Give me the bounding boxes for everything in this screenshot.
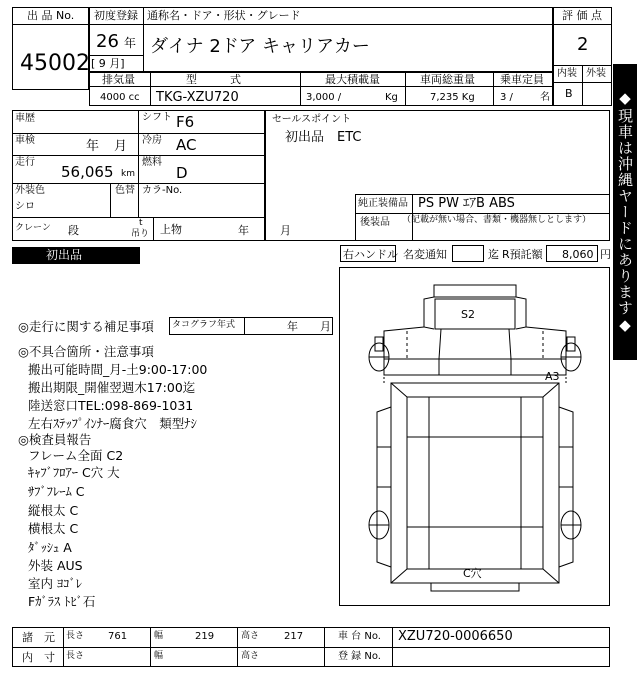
max-load-unit: Kg <box>385 92 398 103</box>
name-change-date-box <box>452 245 484 262</box>
recycle-amount: 8,060 <box>562 248 594 261</box>
height-label-interior: 高さ <box>241 651 260 661</box>
gross-weight-label: 車両総重量 <box>420 73 475 86</box>
crane-load-unit: t <box>139 218 143 228</box>
first-listing-banner: 初出品 <box>12 247 140 264</box>
height-value: 217 <box>284 631 304 642</box>
retrofit-note: （記載が無い場合、書類・機器無しとします） <box>402 215 592 225</box>
mark-side: A3 <box>545 370 560 383</box>
deadline-suffix: 迄 <box>488 248 499 261</box>
vehicle-name: ダイナ 2ドア キャリアカー <box>150 36 370 57</box>
color-change-label: 色替 <box>115 185 135 196</box>
mileage-unit: km <box>121 169 135 179</box>
displacement-label: 排気量 <box>102 73 135 86</box>
ac-label: 冷房 <box>142 135 162 146</box>
equipment-label: 純正装備品 <box>358 198 408 209</box>
diamond-top: ◆ <box>616 89 634 108</box>
inspection-year-unit: 年 <box>86 139 100 154</box>
registration-month: [ 9 月] <box>91 57 125 70</box>
recycle-label: R預託額 <box>502 248 543 261</box>
note-line: 搬出期限_開催翌週木17:00迄 <box>28 380 196 395</box>
inspector-line: 外装 AUS <box>28 558 83 573</box>
capacity: 3 / <box>500 92 513 103</box>
ac-value: AC <box>176 136 197 154</box>
model-label: 型 式 <box>186 73 241 86</box>
interior-grade-label: 内装 <box>557 68 577 79</box>
inspector-line: 縦根太 C <box>28 503 79 518</box>
listed-month-unit: 月 <box>280 224 291 237</box>
retrofit-label: 後装品 <box>360 217 390 228</box>
listed-year-unit: 年 <box>238 224 249 237</box>
inspector-line: ｷｬﾌﾞﾌﾛｱｰ C穴 大 <box>28 465 120 480</box>
mileage-label: 走行 <box>15 157 35 168</box>
chassis-label: 車 台 No. <box>338 631 381 642</box>
history-label: 車歴 <box>15 113 35 124</box>
capacity-label: 乗車定員 <box>500 73 544 86</box>
sales-points-label: セールスポイント <box>272 114 352 125</box>
sales-points: 初出品 ETC <box>285 130 362 145</box>
tachograph-year-unit: 年 <box>287 320 298 333</box>
crane-label: クレーン <box>15 223 51 233</box>
shift-label: シフト <box>142 112 172 123</box>
inspector-line: 室内 ﾖｺﾞﾚ <box>28 576 82 591</box>
driving-supplement-title: ◎走行に関する補足事項 <box>18 319 154 334</box>
max-load: 3,000 / <box>306 92 342 103</box>
fuel-label: 燃料 <box>142 157 162 168</box>
capacity-unit: 名 <box>540 92 550 103</box>
inspector-line: ｻﾌﾞﾌﾚｰﾑ C <box>28 484 85 499</box>
displacement: 4000 cc <box>100 92 140 103</box>
model: TKG-XZU720 <box>156 90 239 105</box>
defects-title: ◎不具合箇所・注意事項 <box>18 344 154 359</box>
name-change-label: 名変通知 <box>403 248 447 261</box>
max-load-label: 最大積載量 <box>325 73 380 86</box>
first-registration-label: 初度登録 <box>94 9 138 22</box>
width-value: 219 <box>195 631 215 642</box>
diamond-bottom: ◆ <box>616 316 634 335</box>
tachograph-month-unit: 月 <box>320 320 331 333</box>
score-value: 2 <box>577 34 589 55</box>
handle-side: 右ハンドル <box>343 248 398 261</box>
note-line: 左右ｽﾃｯﾌﾟｲﾝﾅｰ腐食穴 類型ﾅｼ <box>28 416 197 431</box>
interior-grade: B <box>565 87 573 100</box>
tachograph-label: タコグラフ年式 <box>172 320 236 330</box>
yard-notice <box>613 64 637 360</box>
length-label: 長さ <box>66 631 85 641</box>
color-code-label: カラ-No. <box>142 185 183 196</box>
year-unit: 年 <box>124 36 137 50</box>
equipment-list: PS PW ｴｱB ABS <box>418 196 515 211</box>
color-value: シロ <box>15 201 35 212</box>
inspection-label: 車検 <box>15 135 35 146</box>
specs-label: 諸 元 <box>22 631 55 644</box>
registration-year: 26 <box>96 31 119 52</box>
vehicle-name-label: 通称名・ドア・形状・グレード <box>147 9 301 22</box>
recycle-unit: 円 <box>600 248 611 261</box>
lot-label: 出 品 No. <box>27 9 75 22</box>
listed-label: 上物 <box>160 223 182 236</box>
crane-load-suffix: 吊り <box>131 229 150 239</box>
yard-notice-text: 現車は沖縄ヤードにあります <box>616 108 634 316</box>
color-label: 外装色 <box>15 185 45 196</box>
mileage-value: 56,065 <box>61 163 114 181</box>
inspector-line: フレーム全面 C2 <box>28 448 124 463</box>
chassis-number: XZU720-0006650 <box>398 629 513 644</box>
mark-bed: C穴 <box>463 567 482 580</box>
inspector-line: 横根太 C <box>28 521 79 536</box>
width-label-interior: 幅 <box>154 651 164 661</box>
inspection-month-unit: 月 <box>114 139 128 154</box>
score-label: 評 価 点 <box>562 9 602 22</box>
inspector-title: ◎検査員報告 <box>18 432 92 447</box>
length-label-interior: 長さ <box>66 651 85 661</box>
fuel-value: D <box>176 164 188 182</box>
mark-cab: S2 <box>461 308 475 321</box>
registration-number-label: 登 録 No. <box>338 651 381 662</box>
note-line: 陸送窓口TEL:098-869-1031 <box>28 398 194 413</box>
height-label: 高さ <box>241 631 260 641</box>
exterior-grade-label: 外装 <box>586 68 606 79</box>
note-line: 搬出可能時間_月-土9:00-17:00 <box>28 362 208 377</box>
inspector-line: ﾀﾞｯｼｭ A <box>28 540 72 555</box>
gross-weight: 7,235 Kg <box>430 92 475 103</box>
width-label: 幅 <box>154 631 164 641</box>
interior-dim-label: 内 寸 <box>22 651 55 664</box>
crane-step-unit: 段 <box>68 224 79 237</box>
shift-value: F6 <box>176 113 195 131</box>
inspector-line: Fｶﾞﾗｽ ﾄﾋﾞ石 <box>28 594 96 609</box>
lot-number: 45002 <box>20 51 90 76</box>
length-value: 761 <box>108 631 128 642</box>
